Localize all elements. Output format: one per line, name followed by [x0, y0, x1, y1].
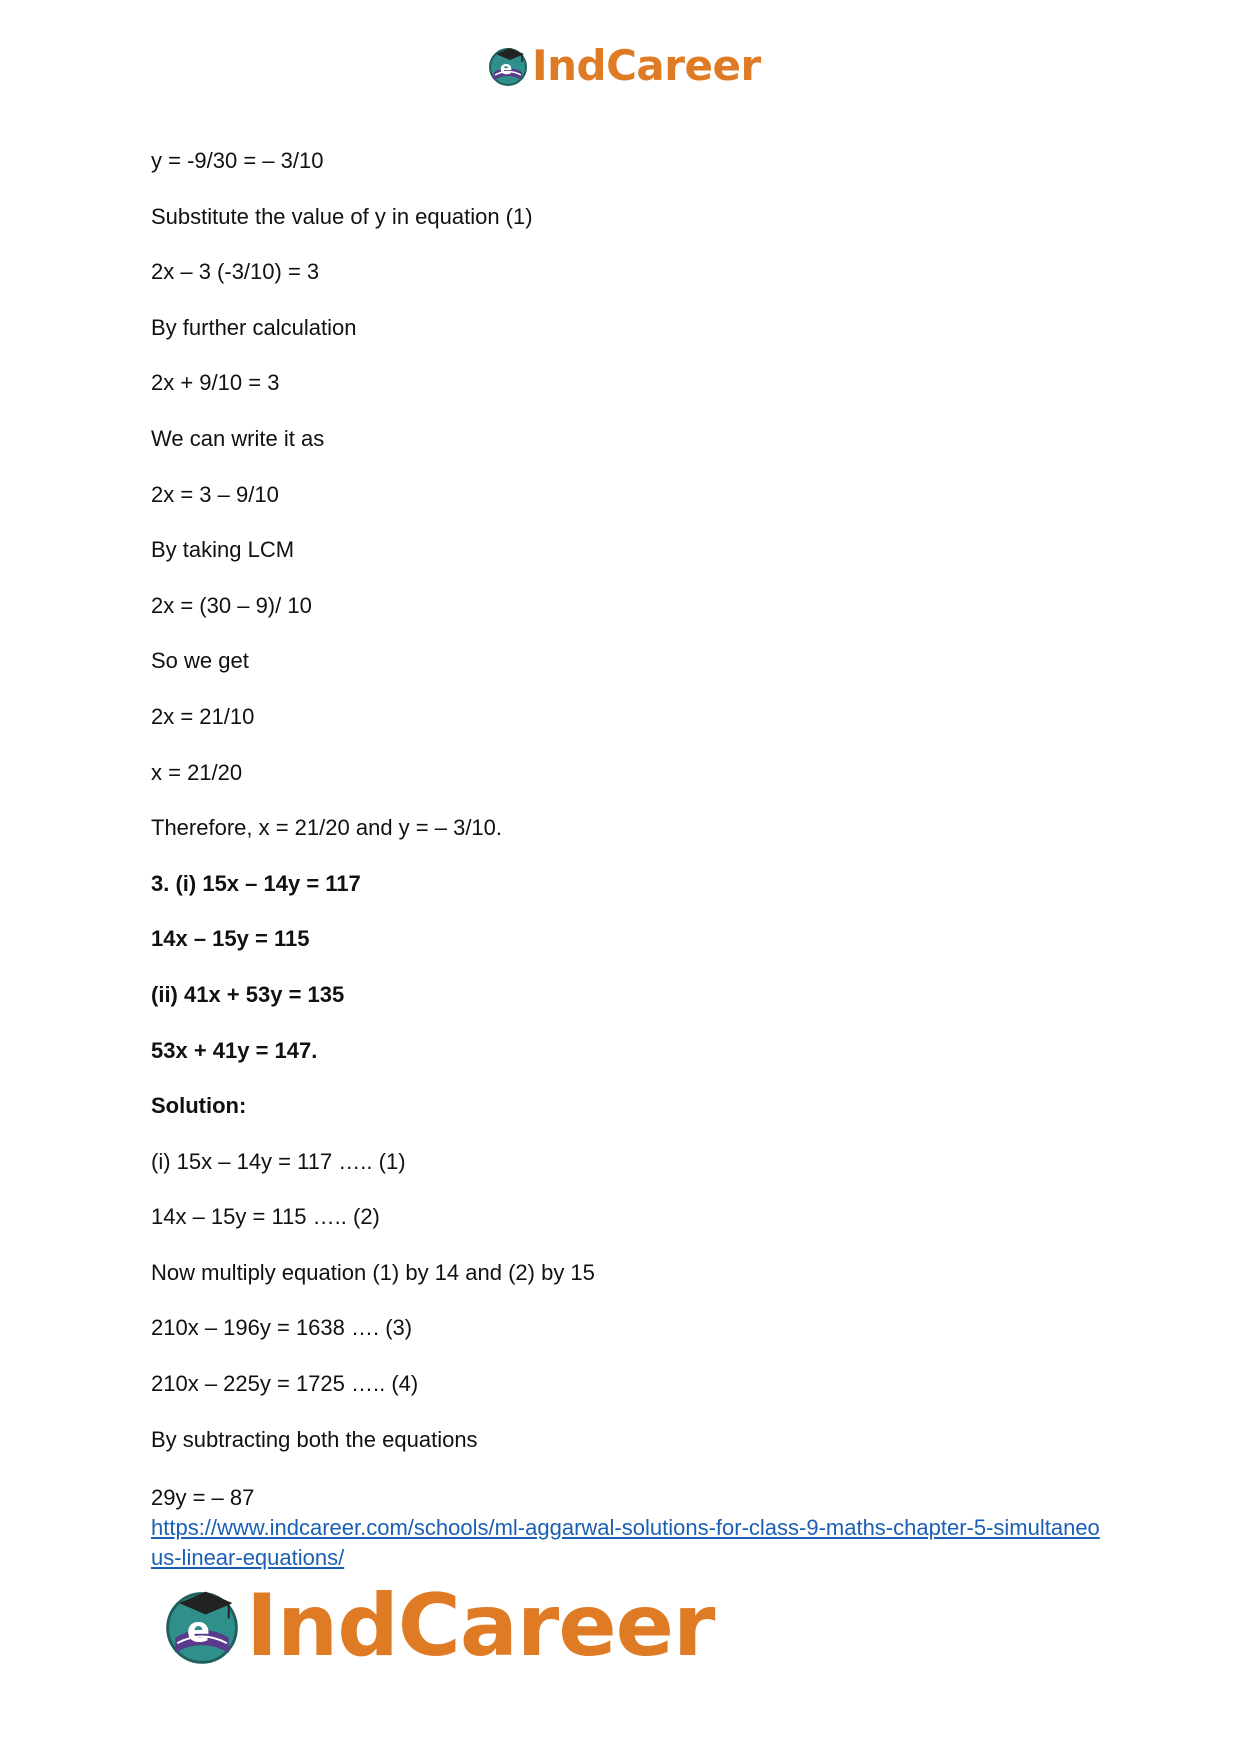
- text-line: 2x = 3 – 9/10: [151, 481, 279, 507]
- text-line: Substitute the value of y in equation (1): [151, 203, 533, 229]
- text-line: We can write it as: [151, 425, 325, 451]
- text-line: 2x = 21/10: [151, 703, 255, 729]
- text-line: 2x – 3 (-3/10) = 3: [151, 259, 320, 285]
- globe-book-icon: [486, 44, 530, 88]
- text-line: 2x + 9/10 = 3: [151, 370, 280, 396]
- text-line: 210x – 196y = 1638 …. (3): [151, 1315, 413, 1341]
- svg-text:e: e: [186, 1610, 211, 1651]
- text-line: Now multiply equation (1) by 14 and (2) by 15: [151, 1259, 595, 1285]
- document-body: [151, 148, 1111, 1482]
- globe-book-icon: [160, 1584, 244, 1668]
- text-line: Solution:: [151, 1093, 247, 1119]
- text-line: y = -9/30 = – 3/10: [151, 148, 324, 173]
- text-line: 2x = (30 – 9)/ 10: [151, 592, 312, 618]
- text-line: 210x – 225y = 1725 ….. (4): [151, 1371, 419, 1397]
- header-logo: [486, 40, 761, 92]
- text-line: (ii) 41x + 53y = 135: [151, 981, 345, 1007]
- text-line: By taking LCM: [151, 537, 295, 563]
- text-line: 14x – 15y = 115 ….. (2): [151, 1204, 380, 1230]
- text-line: 3. (i) 15x – 14y = 117: [151, 870, 361, 896]
- text-line: Therefore, x = 21/20 and y = – 3/10.: [151, 815, 503, 841]
- text-line: (i) 15x – 14y = 117 ….. (1): [151, 1148, 406, 1174]
- svg-text:e: e: [500, 58, 513, 79]
- text-line: x = 21/20: [151, 759, 243, 785]
- text-line: 53x + 41y = 147.: [151, 1037, 318, 1063]
- text-line: 29y = – 87: [151, 1485, 255, 1510]
- brand-name: IndCareer: [246, 1576, 715, 1676]
- text-line: By further calculation: [151, 314, 357, 340]
- text-line: So we get: [151, 648, 249, 674]
- text-line: 14x – 15y = 115: [151, 926, 310, 952]
- source-link[interactable]: https://www.indcareer.com/schools/ml-aggarwal-solutions-for-class-9-maths-chapter-5-simultaneous-linear-equations/: [151, 1515, 1100, 1570]
- footer-logo: [160, 1578, 714, 1674]
- text-line: By subtracting both the equations: [151, 1426, 478, 1452]
- brand-name: IndCareer: [532, 41, 761, 90]
